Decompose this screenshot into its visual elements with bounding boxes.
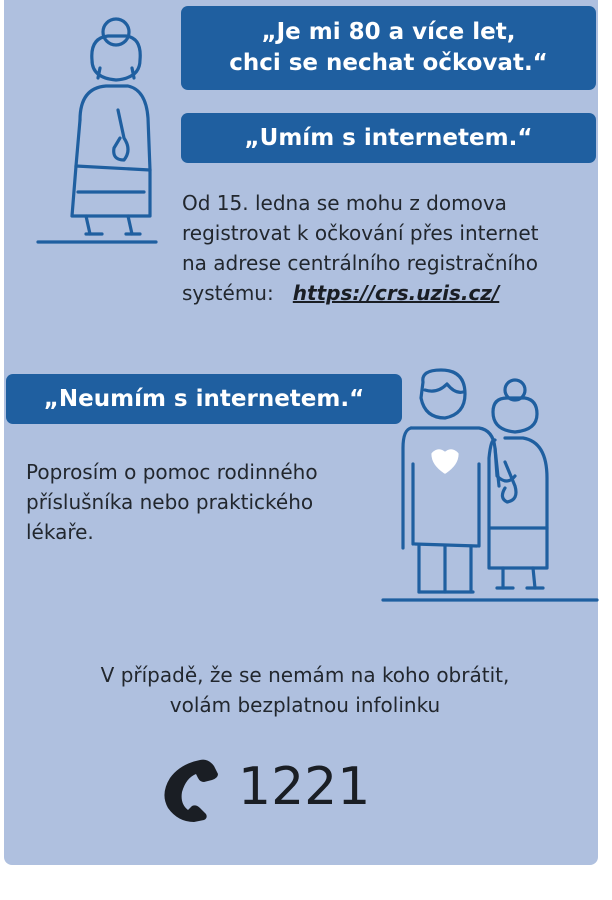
internet-no-banner: „Neumím s internetem.“	[6, 374, 402, 424]
age-banner-line1: „Je mi 80 a více let,	[261, 19, 516, 45]
internet-yes-line4-prefix: systému:	[182, 281, 274, 305]
internet-yes-line3: na adrese centrálního registračního	[182, 251, 538, 275]
internet-yes-line4	[182, 278, 592, 308]
elderly-woman-icon	[28, 10, 168, 260]
internet-no-line1: Poprosím o pomoc rodinného	[26, 460, 318, 484]
phone-icon	[160, 758, 220, 822]
registration-url-link[interactable]: https://crs.uzis.cz/	[292, 281, 500, 305]
internet-yes-line2: registrovat k očkování přes internet	[182, 221, 539, 245]
infoline-text	[40, 660, 570, 720]
internet-no-text	[26, 457, 376, 547]
age-banner-line2: chci se nechat očkovat.“	[229, 50, 548, 76]
internet-yes-banner: „Umím s internetem.“	[181, 113, 596, 163]
age-banner	[181, 6, 596, 90]
internet-no-line2: příslušníka nebo praktického	[26, 490, 314, 514]
infoline-number[interactable]: 1221	[238, 757, 371, 817]
infoline-line1: V případě, že se nemám na koho obrátit,	[100, 663, 510, 687]
man-and-woman-icon	[375, 368, 605, 608]
internet-yes-text	[182, 188, 592, 308]
infoline-line2: volám bezplatnou infolinku	[169, 693, 441, 717]
internet-yes-line1: Od 15. ledna se mohu z domova	[182, 191, 507, 215]
internet-no-line3: lékaře.	[26, 520, 94, 544]
